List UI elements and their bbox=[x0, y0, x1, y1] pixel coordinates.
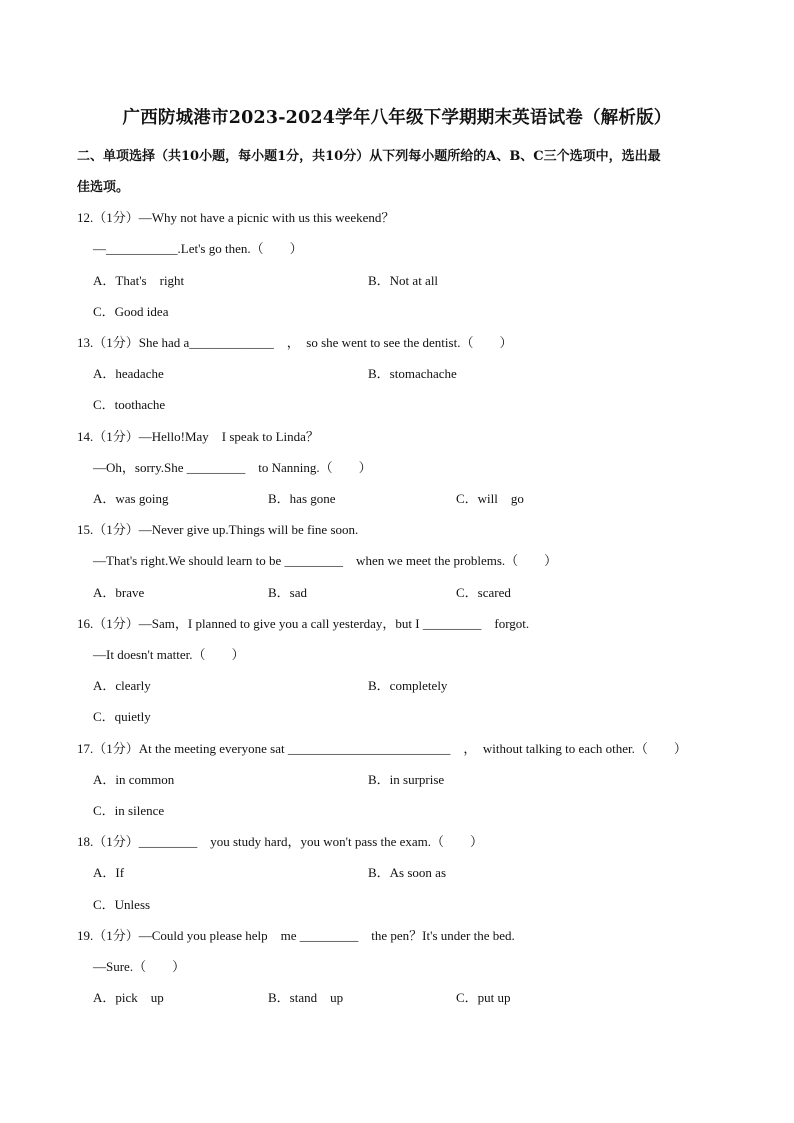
question-14-option-c[interactable]: C．will go bbox=[456, 491, 524, 506]
question-13-option-a[interactable]: A．headache bbox=[93, 366, 164, 381]
question-15-sub: —That's right.We should learn to be _________ when we meet the problems.（ ） bbox=[93, 553, 558, 568]
question-13-stem: 13.（1分）She had a_____________ ， so she went to see the dentist.（ ） bbox=[77, 335, 513, 350]
question-15-option-c[interactable]: C．scared bbox=[456, 585, 511, 600]
question-15-stem: 15.（1分）—Never give up.Things will be fine soon. bbox=[77, 522, 359, 537]
question-13-option-c[interactable]: C．toothache bbox=[93, 397, 166, 412]
question-15-option-a[interactable]: A．brave bbox=[93, 585, 145, 600]
question-19-sub: —Sure.（ ） bbox=[93, 959, 186, 974]
question-17-option-c[interactable]: C．in silence bbox=[93, 803, 165, 818]
question-12-stem: 12.（1分）—Why not have a picnic with us this weekend？ bbox=[77, 210, 395, 225]
question-18-option-c[interactable]: C．Unless bbox=[93, 897, 151, 912]
question-17-option-a[interactable]: A．in common bbox=[93, 772, 175, 787]
question-18-stem: 18.（1分）_________ you study hard，you won't pass the exam.（ ） bbox=[77, 834, 484, 849]
question-18-option-b[interactable]: B．As soon as bbox=[368, 865, 447, 880]
question-16-option-b[interactable]: B．completely bbox=[368, 678, 448, 693]
question-12-option-c[interactable]: C．Good idea bbox=[93, 304, 169, 319]
question-12-sub: —___________.Let's go then.（ ） bbox=[93, 241, 303, 256]
question-14-stem: 14.（1分）—Hello!May I speak to Linda？ bbox=[77, 429, 319, 444]
section-heading-line1: 二、单项选择（共10小题，每小题1分，共10分）从下列每小题所给的A、B、C三个选项中，选出最 bbox=[77, 149, 661, 164]
question-17-stem: 17.（1分）At the meeting everyone sat _________________________ ， without talking to each other.（ ） bbox=[77, 741, 687, 756]
question-19-option-b[interactable]: B．stand up bbox=[268, 990, 344, 1005]
question-16-option-c[interactable]: C．quietly bbox=[93, 709, 151, 724]
question-12-option-a[interactable]: A．That's right bbox=[93, 273, 185, 288]
question-16-stem: 16.（1分）—Sam，I planned to give you a call yesterday，but I _________ forgot. bbox=[77, 616, 530, 631]
exam-title: 广西防城港市2023-2024学年八年级下学期期末英语试卷（解析版） bbox=[122, 108, 672, 128]
question-18-option-a[interactable]: A．If bbox=[93, 865, 125, 880]
question-15-option-b[interactable]: B．sad bbox=[268, 585, 308, 600]
question-12-option-b[interactable]: B．Not at all bbox=[368, 273, 439, 288]
question-16-option-a[interactable]: A．clearly bbox=[93, 678, 151, 693]
question-17-option-b[interactable]: B．in surprise bbox=[368, 772, 445, 787]
section-heading-line2: 佳选项。 bbox=[77, 180, 130, 195]
question-14-option-a[interactable]: A．was going bbox=[93, 491, 169, 506]
question-13-option-b[interactable]: B．stomachache bbox=[368, 366, 457, 381]
question-19-stem: 19.（1分）—Could you please help me _________ the pen？It's under the bed. bbox=[77, 928, 515, 943]
question-14-option-b[interactable]: B．has gone bbox=[268, 491, 336, 506]
question-14-sub: —Oh，sorry.She _________ to Nanning.（ ） bbox=[93, 460, 372, 475]
question-19-option-c[interactable]: C．put up bbox=[456, 990, 511, 1005]
question-19-option-a[interactable]: A．pick up bbox=[93, 990, 164, 1005]
question-16-sub: —It doesn't matter.（ ） bbox=[93, 647, 245, 662]
